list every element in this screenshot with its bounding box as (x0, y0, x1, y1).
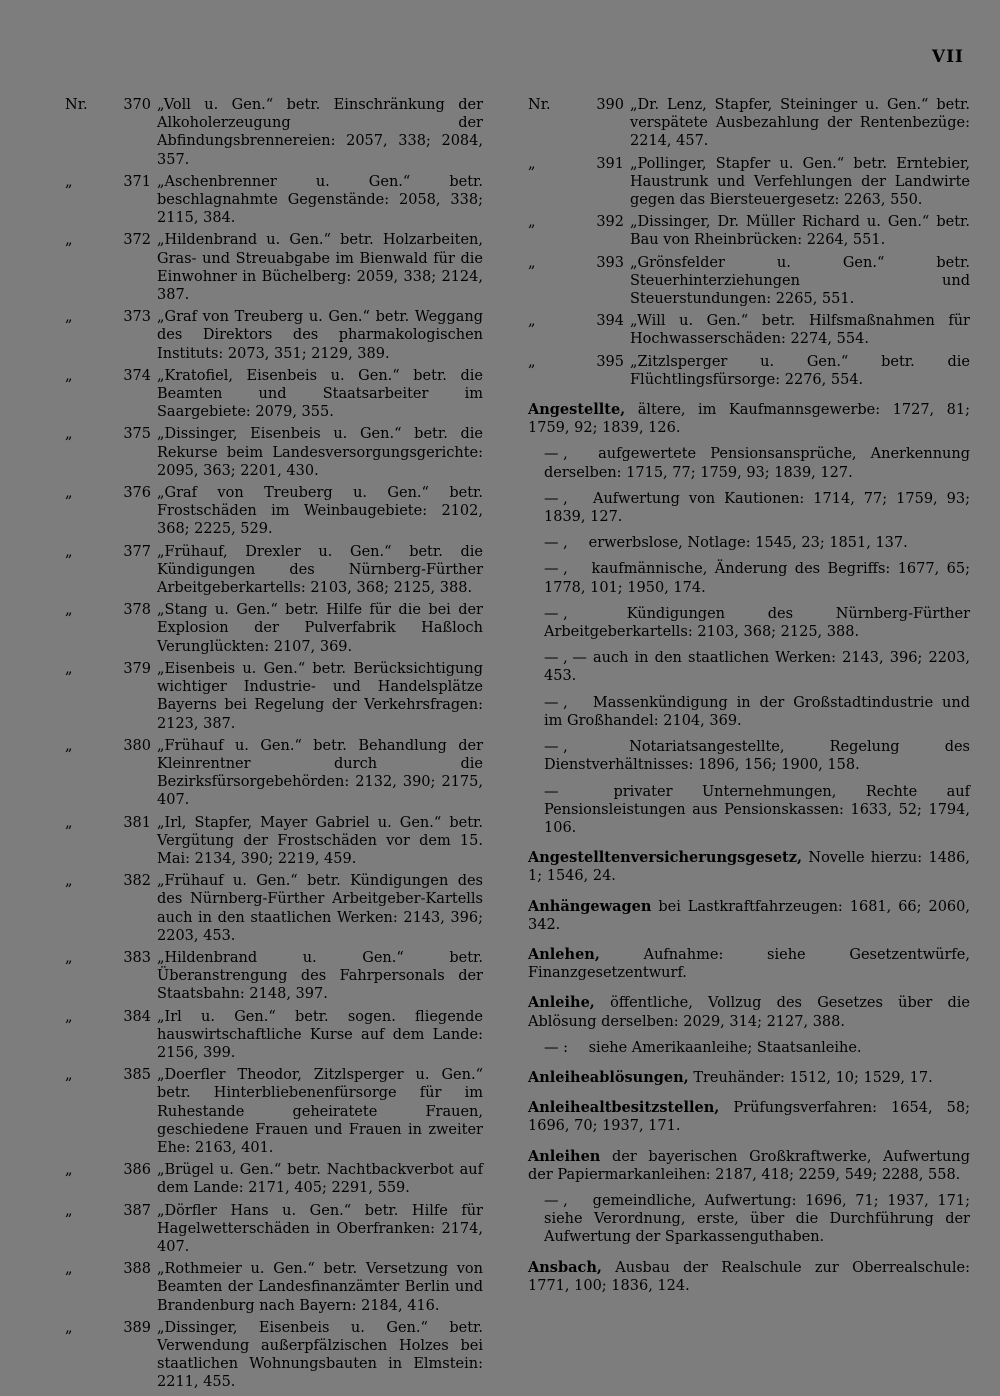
entry-item (65, 1260, 483, 1315)
entry-number: 377 (123, 543, 151, 560)
entry-item (65, 543, 483, 598)
entry-number: 388 (123, 1261, 151, 1278)
subentry-text: erwerbslose, Notlage: 1545, 23; 1851, 137. (588, 535, 908, 552)
index-subentry (544, 783, 970, 838)
index-text: Ausbau der Realschule zur Oberrealschule: 1771, 100; 1836, 124. (528, 1259, 970, 1294)
entry-text: „Graf von Treuberg u. Gen.“ betr. Frostschäden im Weinbaugebiete: 2102, 368; 2225, 529. (157, 485, 483, 538)
entry-number: 380 (123, 737, 151, 754)
entry-prefix: „ (528, 353, 536, 370)
entry-text: „Dörfler Hans u. Gen.“ betr. Hilfe für Hagelwetterschäden in Oberfranken: 2174, 407. (157, 1202, 483, 1255)
subentry-dash: — , (544, 490, 568, 507)
index-subentry (544, 1192, 970, 1247)
subentry-text: siehe Amerikaanleihe; Staatsanleihe. (588, 1039, 862, 1056)
entry-prefix: „ (528, 313, 536, 330)
index-subentry (544, 649, 970, 685)
entry-text: „Frühauf u. Gen.“ betr. Kündigungen des des Nürnberg-Fürther Arbeitgeber-Kartells auch in den staatlichen Werken: 2143, 396; 2203, 453. (157, 873, 483, 944)
entry-prefix: „ (65, 173, 73, 190)
entry-number: 390 (596, 97, 624, 113)
entry-text: „Zitzlsperger u. Gen.“ betr. die Flüchtlingsfürsorge: 2276, 554. (630, 353, 970, 388)
index-text: der bayerischen Großkraftwerke, Aufwertung der Papiermarkanleihen: 2187, 418; 2259, 549; 2288, 558. (528, 1148, 970, 1183)
entry-text: „Will u. Gen.“ betr. Hilfsmaßnahmen für Hochwasserschäden: 2274, 554. (630, 313, 970, 348)
subentry-dash: — , (544, 561, 568, 578)
entry-text: „Irl, Stapfer, Mayer Gabriel u. Gen.“ betr. Vergütung der Frostschäden vor dem 15. Mai: 2134, 390; 2219, 459. (157, 814, 483, 867)
page-number: VII (931, 47, 964, 67)
entry-item (65, 308, 483, 363)
entry-prefix: Nr. (528, 97, 551, 113)
entry-item (65, 173, 483, 228)
entry-text: „Pollinger, Stapfer u. Gen.“ betr. Erntebier, Haustrunk und Verfehlungen der Landwirte gegen das Biersteuergesetz: 2263, 550. (630, 155, 970, 209)
index-text: Prüfungsverfahren: 1654, 58; 1696, 70; 1937, 171. (528, 1100, 970, 1135)
entry-prefix: „ (65, 1202, 73, 1219)
entry-prefix: „ (65, 1008, 73, 1025)
entry-number: 379 (123, 660, 151, 677)
entry-number: 372 (123, 232, 151, 249)
index-keyword: Anlehen, (528, 945, 600, 963)
entry-number: 383 (123, 949, 151, 966)
entry-item (65, 484, 483, 539)
entry-item (65, 231, 483, 304)
entry-text: „Dissinger, Eisenbeis u. Gen.“ betr. Verwendung außerpfälzischen Holzes bei staatlichen Wohnungsbauten in Elmstein: 2211, 455. (157, 1319, 483, 1391)
entry-number: 384 (123, 1008, 151, 1025)
entry-prefix: „ (528, 214, 536, 231)
index-keyword: Anleihealtbesitzstellen, (528, 1099, 720, 1117)
entry-item (65, 949, 483, 1004)
entry-item (65, 1319, 483, 1392)
entry-prefix: „ (528, 155, 536, 172)
index-subentry (544, 534, 970, 552)
subentry-dash: — , (544, 605, 568, 622)
entry-text: „Graf von Treuberg u. Gen.“ betr. Weggang des Direktors des pharmakologischen Instituts: 2073, 351; 2129, 389. (157, 309, 483, 362)
entry-prefix: „ (65, 873, 73, 890)
left-column (65, 96, 483, 1396)
entry-number: 386 (123, 1162, 151, 1179)
entry-number: 371 (123, 173, 151, 190)
entry-text: „Dissinger, Dr. Müller Richard u. Gen.“ betr. Bau von Rheinbrücken: 2264, 551. (630, 214, 970, 249)
entry-text: „Irl u. Gen.“ betr. sogen. fliegende hauswirtschaftliche Kurse auf dem Lande: 2156, 399. (157, 1008, 483, 1061)
entry-item (65, 425, 483, 480)
entry-text: „Eisenbeis u. Gen.“ betr. Berücksichtigung wichtiger Industrie- und Handelsplätze Bayerns bei Regelung der Verkehrsfragen: 2123, 387. (157, 660, 483, 732)
index-text: öffentliche, Vollzug des Gesetzes über die Ablösung derselben: 2029, 314; 2127, 388. (528, 995, 970, 1030)
entry-number: 373 (123, 309, 151, 326)
entry-text: „Dissinger, Eisenbeis u. Gen.“ betr. die Rekurse beim Landesversorgungsgerichte: 2095, 363; 2201, 430. (157, 426, 483, 479)
subentry-dash: — , — (544, 650, 587, 667)
index-keyword: Anhängewagen (528, 897, 652, 915)
index-keyword: Angestellte, (528, 401, 626, 419)
entry-number: 395 (596, 353, 624, 370)
entry-text: „Hildenbrand u. Gen.“ betr. Überanstrengung des Fahrpersonals der Staatsbahn: 2148, 397. (157, 949, 483, 1003)
index-entry (528, 401, 970, 437)
entry-item (528, 96, 970, 151)
entry-number: 382 (123, 873, 151, 890)
index-text: Aufnahme: siehe Gesetzentwürfe, Finanzgesetzentwurf. (528, 946, 970, 982)
entry-number: 385 (123, 1067, 151, 1084)
entry-item (528, 213, 970, 249)
subentry-text: kaufmännische, Änderung des Begriffs: 1677, 65; 1778, 101; 1950, 174. (544, 561, 970, 596)
entry-item (65, 1008, 483, 1063)
entry-number: 391 (596, 155, 624, 172)
subentry-dash: — (544, 783, 559, 800)
index-entry (528, 1148, 970, 1184)
index-subentry (544, 490, 970, 526)
entry-text: „Doerfler Theodor, Zitzlsperger u. Gen.“ betr. Hinterbliebenenfürsorge für im Ruhestande geheiratete Frauen, geschiedene Frauen und Frauen in zweiter Ehe: 2163, 401. (157, 1067, 483, 1156)
index-keyword: Anleihen (528, 1147, 601, 1165)
entry-number: 376 (123, 485, 151, 502)
entry-prefix: „ (65, 367, 73, 384)
entry-number: 375 (123, 426, 151, 443)
entry-number: 394 (596, 313, 624, 330)
index-subentry (544, 560, 970, 596)
entry-text: „Frühauf u. Gen.“ betr. Behandlung der Kleinrentner durch die Bezirksfürsorgebehörden: 2132, 390; 2175, 407. (157, 737, 483, 809)
entry-item (65, 367, 483, 422)
subentry-text: Massenkündigung in der Großstadtindustrie und im Großhandel: 2104, 369. (544, 694, 970, 729)
index-keyword: Anleiheablösungen, (528, 1068, 689, 1086)
entry-item (65, 1202, 483, 1257)
entry-prefix: Nr. (65, 97, 88, 113)
index-entry (528, 898, 970, 934)
subentry-dash: — , (544, 739, 568, 756)
entry-item (528, 353, 970, 389)
entry-text: „Kratofiel, Eisenbeis u. Gen.“ betr. die Beamten und Staatsarbeiter im Saargebiete: 2079, 355. (157, 367, 483, 421)
entry-item (65, 737, 483, 810)
entry-prefix: „ (65, 426, 73, 443)
entry-text: „Grönsfelder u. Gen.“ betr. Steuerhinterziehungen und Steuerstundungen: 2265, 551. (630, 254, 970, 308)
index-entry (528, 1099, 970, 1135)
entry-number: 389 (123, 1319, 151, 1336)
index-entry (528, 1069, 970, 1087)
entry-prefix: „ (65, 1319, 73, 1336)
entry-item (65, 1161, 483, 1197)
index-entry (528, 849, 970, 885)
entry-number: 393 (596, 254, 624, 271)
entry-prefix: „ (65, 1067, 73, 1084)
subentry-text: Notariatsangestellte, Regelung des Dienstverhältnisses: 1896, 156; 1900, 158. (544, 739, 970, 774)
index-entry (528, 994, 970, 1030)
entry-item (528, 155, 970, 210)
subentry-dash: — , (544, 535, 568, 552)
entry-number: 370 (123, 97, 151, 113)
index-keyword: Anleihe, (528, 994, 595, 1012)
entry-prefix: „ (65, 814, 73, 831)
index-subentry (544, 694, 970, 730)
subentry-dash: — , (544, 1192, 568, 1209)
entry-item (65, 96, 483, 169)
entry-item (528, 312, 970, 348)
index-text: Novelle hierzu: 1486, 1; 1546, 24. (528, 850, 970, 885)
entry-prefix: „ (65, 602, 73, 619)
subentry-dash: — : (544, 1039, 568, 1056)
entry-item (65, 814, 483, 869)
entry-prefix: „ (65, 232, 73, 249)
subentry-text: Aufwertung von Kautionen: 1714, 77; 1759, 93; 1839, 127. (544, 490, 970, 526)
entry-item (65, 1066, 483, 1157)
entry-prefix: „ (65, 660, 73, 677)
index-entry (528, 946, 970, 982)
subentry-text: Kündigungen des Nürnberg-Fürther Arbeitgeberkartells: 2103, 368; 2125, 388. (544, 605, 971, 641)
entry-prefix: „ (65, 949, 73, 966)
subentry-text: aufgewertete Pensionsansprüche, Anerkennung derselben: 1715, 77; 1759, 93; 1839, 127. (544, 446, 970, 481)
entry-number: 387 (123, 1202, 151, 1219)
entry-text: „Frühauf, Drexler u. Gen.“ betr. die Kündigungen des Nürnberg-Fürther Arbeitgeberkartells: 2103, 368; 2125, 388. (157, 543, 483, 597)
index-keyword: Angestelltenversicherungsgesetz, (528, 849, 803, 867)
index-subentry (544, 605, 970, 641)
subentry-text: privater Unternehmungen, Rechte auf Pensionsleistungen aus Pensionskassen: 1633, 52; 1794, 106. (544, 783, 970, 836)
entry-item (65, 872, 483, 945)
entry-item (528, 254, 970, 309)
entry-prefix: „ (65, 543, 73, 560)
entry-item (65, 660, 483, 733)
entry-number: 392 (596, 214, 624, 231)
entry-text: „Stang u. Gen.“ betr. Hilfe für die bei der Explosion der Pulverfabrik Haßloch Verunglückten: 2107, 369. (157, 602, 483, 655)
entry-prefix: „ (65, 309, 73, 326)
entry-number: 381 (123, 814, 151, 831)
subentry-text: gemeindliche, Aufwertung: 1696, 71; 1937, 171; siehe Verordnung, erste, über die Durchführung der Aufwertung der Sparkassenguthaben. (544, 1192, 970, 1246)
interpellation-list-continued (528, 96, 970, 389)
subentry-text: auch in den staatlichen Werken: 2143, 396; 2203, 453. (544, 650, 970, 685)
entry-text: „Hildenbrand u. Gen.“ betr. Holzarbeiten, Gras- und Streuabgabe im Bienwald für die Einwohner in Büchelberg: 2059, 338; 2124, 387. (157, 232, 483, 304)
index-subentry (544, 445, 970, 481)
index-subentry (544, 738, 970, 774)
entry-text: „Rothmeier u. Gen.“ betr. Versetzung von Beamten der Landesfinanzämter Berlin und Brandenburg nach Bayern: 2184, 416. (157, 1261, 483, 1314)
subject-index (528, 401, 970, 1295)
entry-item (65, 601, 483, 656)
entry-text: „Aschenbrenner u. Gen.“ betr. beschlagnahmte Gegenstände: 2058, 338; 2115, 384. (157, 173, 483, 227)
entry-prefix: „ (65, 737, 73, 754)
right-column (528, 96, 970, 1307)
subentry-dash: — , (544, 446, 568, 463)
entry-prefix: „ (65, 1162, 73, 1179)
index-text: bei Lastkraftfahrzeugen: 1681, 66; 2060, 342. (528, 898, 970, 933)
entry-prefix: „ (528, 254, 536, 271)
entry-text: „Brügel u. Gen.“ betr. Nachtbackverbot auf dem Lande: 2171, 405; 2291, 559. (157, 1162, 483, 1197)
entry-number: 374 (123, 367, 151, 384)
index-subentry (544, 1039, 970, 1057)
index-text: Treuhänder: 1512, 10; 1529, 17. (688, 1069, 933, 1086)
subentry-dash: — , (544, 694, 568, 711)
index-entry (528, 1259, 970, 1295)
entry-number: 378 (123, 602, 151, 619)
index-keyword: Ansbach, (528, 1258, 602, 1276)
entry-text: „Dr. Lenz, Stapfer, Steininger u. Gen.“ betr. verspätete Ausbezahlung der Rentenbezüge: 2214, 457. (630, 97, 970, 150)
entry-prefix: „ (65, 485, 73, 502)
index-text: ältere, im Kaufmannsgewerbe: 1727, 81; 1759, 92; 1839, 126. (528, 402, 970, 437)
entry-text: „Voll u. Gen.“ betr. Einschränkung der Alkoholerzeugung der Abfindungsbrennereien: 2057, 338; 2084, 357. (157, 97, 483, 168)
entry-prefix: „ (65, 1261, 73, 1278)
